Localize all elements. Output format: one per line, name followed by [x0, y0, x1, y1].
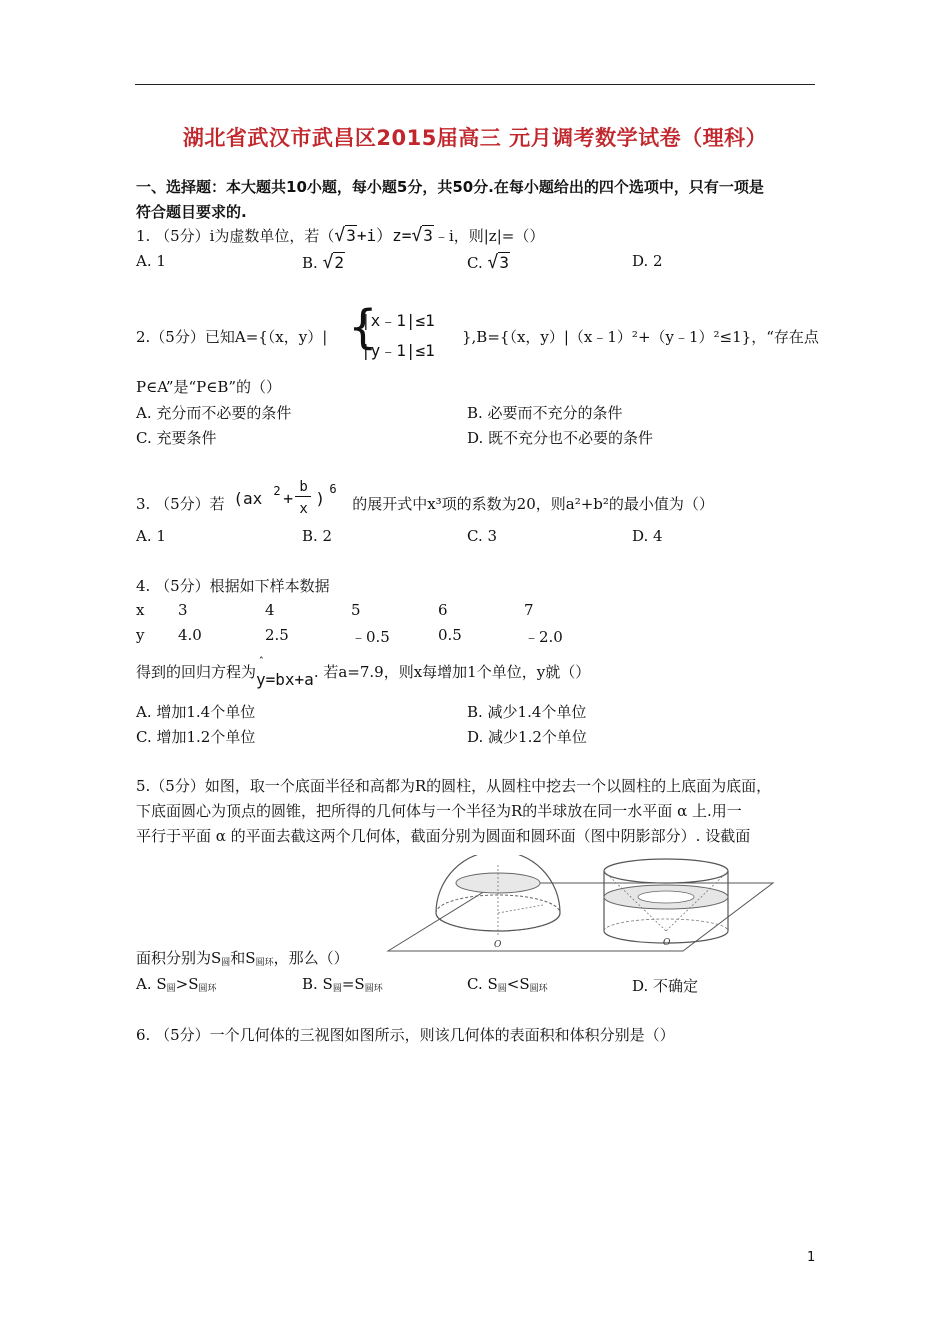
q2-prefix: 2.（5分）已知A={（x，y）|: [136, 328, 328, 346]
q4-y-value: 2.5: [265, 626, 289, 644]
q1-sqrt3-a: √3: [334, 225, 356, 246]
q4-option-a: A. 增加1.4个单位: [136, 703, 256, 721]
q5-line1: 5.（5分）如图，取一个底面半径和高都为R的圆柱，从圆柱中挖去一个以圆柱的上底面为底面，: [136, 777, 772, 795]
q5-line4: 面积分别为$S_圆$和$S_{圆环}$，那么（）: [136, 949, 349, 968]
q3-binomial-expression: (ax 2 + b x ) 6: [233, 479, 337, 517]
q2-suffix: },B={（x，y）|（x﹣1）²+（y﹣1）²≤1}，“存在点: [462, 328, 819, 346]
q2-row1: |x﹣1|≤1: [361, 311, 435, 330]
q4-reg-suffix: . 若a=7.9，则x每增加1个单位，y就（）: [313, 663, 591, 681]
q4-reg-equation: ˆ y=bx+a: [256, 655, 314, 689]
q1-prefix: 1. （5分）i为虚数单位，若（: [136, 227, 335, 245]
question-3: [136, 479, 714, 517]
q4-x-value: 3: [178, 601, 188, 619]
q4-y-value: 0.5: [438, 626, 462, 644]
q4-x-value: 5: [351, 601, 361, 619]
q3-suffix: 的展开式中x³项的系数为20，则a²+b²的最小值为（）: [352, 495, 714, 513]
q5-geometry-figure: [378, 855, 783, 955]
q5-fig-center-label: O: [494, 940, 502, 950]
q4-reg-prefix: 得到的回归方程为: [136, 663, 257, 681]
q2-row2: |y﹣1|≤1: [361, 341, 435, 360]
section-heading-line1: 一、选择题：本大题共10小题，每小题5分，共50分.在每小题给出的四个选项中，只有一项是: [136, 178, 764, 196]
page-title: 湖北省武汉市武昌区2015届高三 元月调考数学试卷（理科）: [182, 126, 768, 150]
q2-option-c: C. 充要条件: [136, 429, 217, 447]
q3-option-b: B. 2: [302, 527, 333, 545]
q4-x-value: 6: [438, 601, 448, 619]
q4-option-c: C. 增加1.2个单位: [136, 728, 256, 746]
q4-x-value: 4: [265, 601, 275, 619]
q4-y-value: ﹣0.5: [351, 628, 390, 646]
q4-x-value: 7: [524, 601, 534, 619]
q4-regression-line: [136, 655, 591, 689]
q4-y-value: 4.0: [178, 626, 202, 644]
q5-fig-center-label: O: [663, 938, 671, 948]
q1-mid2: ﹣i，则|z|=（）: [433, 227, 545, 245]
page-number: 1: [807, 1250, 816, 1265]
q4-y-value: ﹣2.0: [524, 628, 563, 646]
question-6: 6. （5分）一个几何体的三视图如图所示，则该几何体的表面积和体积分别是（）: [136, 1026, 675, 1044]
q5-line2: 下底面圆心为顶点的圆锥，把所得的几何体与一个半径为R的半球放在同一水平面 α 上.用一: [136, 802, 742, 820]
q4-prefix: 4. （5分）根据如下样本数据: [136, 577, 330, 595]
q2-option-b: B. 必要而不充分的条件: [467, 404, 623, 422]
q2-option-a: A. 充分而不必要的条件: [136, 404, 292, 422]
question-1: [136, 226, 544, 246]
q5-option-d: D. 不确定: [632, 977, 699, 995]
q5-option-a: A. $S_圆>S_{圆环}$: [136, 975, 217, 994]
q1-option-c: C. √3: [467, 252, 509, 273]
header-rule: [135, 84, 815, 85]
q5-line3: 平行于平面 α 的平面去截这两个几何体，截面分别为圆面和圆环面（图中阴影部分）. 设截面: [136, 827, 751, 845]
q4-option-d: D. 减少1.2个单位: [467, 728, 587, 746]
q1-option-a: A. 1: [136, 252, 166, 270]
q4-x-label: x: [136, 601, 145, 619]
q3-option-c: C. 3: [467, 527, 498, 545]
q1-option-d: D. 2: [632, 252, 663, 270]
q5-option-b: B. $S_圆=S_{圆环}$: [302, 975, 383, 994]
q1-option-b: B. √2: [302, 252, 345, 273]
q2-option-d: D. 既不充分也不必要的条件: [467, 429, 654, 447]
q3-option-d: D. 4: [632, 527, 663, 545]
q3-prefix: 3. （5分）若: [136, 495, 225, 513]
q1-sqrt3-b: √3: [411, 225, 433, 246]
q4-option-b: B. 减少1.4个单位: [467, 703, 587, 721]
q2-line2: P∈A”是“P∈B”的（）: [136, 378, 282, 396]
q3-option-a: A. 1: [136, 527, 166, 545]
q1-mid1: +i）z=: [356, 226, 412, 245]
q5-option-c: C. $S_圆<S_{圆环}$: [467, 975, 548, 994]
section-heading-line2: 符合题目要求的.: [136, 203, 247, 221]
q4-y-label: y: [136, 626, 145, 644]
